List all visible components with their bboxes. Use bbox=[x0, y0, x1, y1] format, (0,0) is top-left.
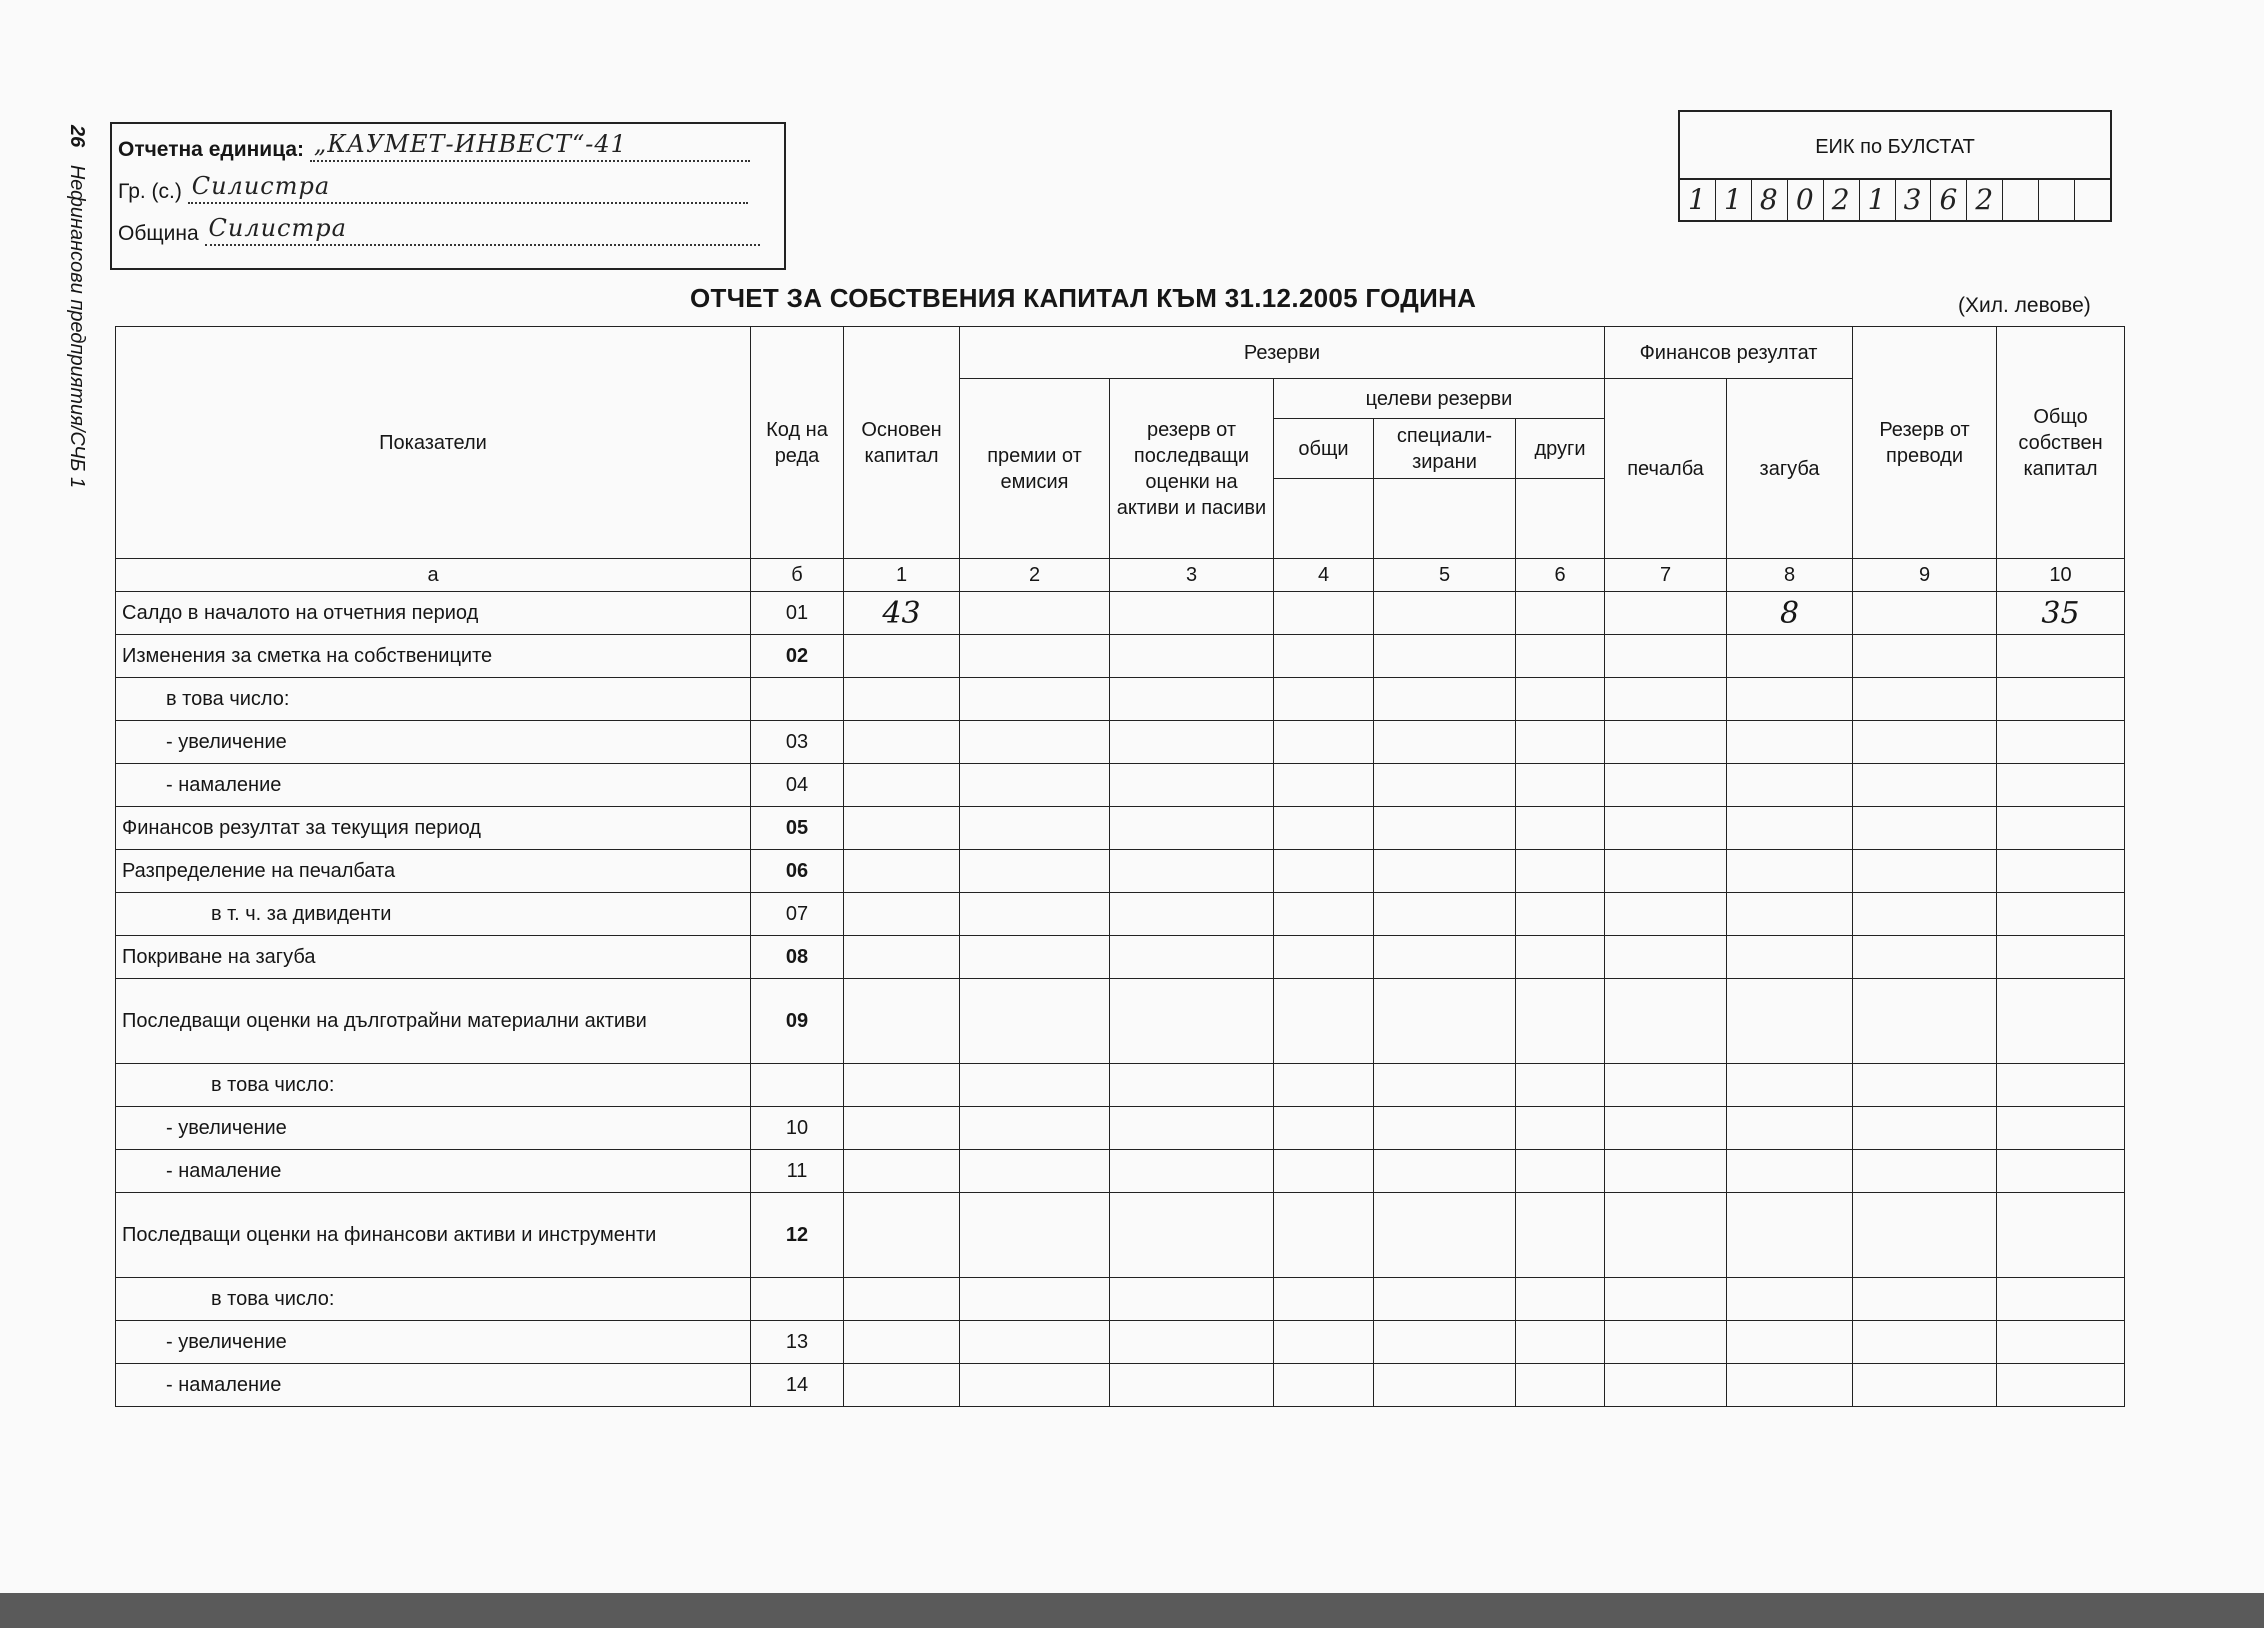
value-cell[interactable] bbox=[1110, 1321, 1274, 1364]
value-cell[interactable] bbox=[1516, 635, 1605, 678]
value-cell[interactable] bbox=[1374, 936, 1516, 979]
header-financial-result: Финансов резултат bbox=[1605, 327, 1853, 379]
value-cell[interactable] bbox=[960, 1193, 1110, 1278]
row-label: Изменения за сметка на собствениците bbox=[116, 635, 751, 678]
value-cell[interactable] bbox=[1274, 1193, 1374, 1278]
value-cell[interactable] bbox=[1727, 1150, 1853, 1193]
header-total-equity: Общо собствен капитал bbox=[1997, 327, 2125, 559]
value-cell[interactable] bbox=[844, 1321, 960, 1364]
header-row-code: Код на реда bbox=[751, 327, 844, 559]
value-cell[interactable] bbox=[1274, 893, 1374, 936]
header-general: общи bbox=[1274, 419, 1374, 479]
eik-digit-cell[interactable] bbox=[2039, 180, 2075, 220]
value-cell[interactable] bbox=[960, 721, 1110, 764]
header-target-reserves: целеви резерви bbox=[1274, 379, 1605, 419]
value-cell[interactable] bbox=[1605, 850, 1727, 893]
column-number: 3 bbox=[1110, 559, 1274, 592]
table-row bbox=[116, 721, 2125, 764]
value-cell[interactable] bbox=[960, 936, 1110, 979]
value-cell[interactable] bbox=[1274, 807, 1374, 850]
value-cell[interactable] bbox=[1997, 807, 2125, 850]
value-cell[interactable] bbox=[1997, 1107, 2125, 1150]
row-code: 13 bbox=[751, 1321, 844, 1364]
value-cell[interactable] bbox=[960, 764, 1110, 807]
city-row bbox=[118, 172, 748, 204]
value-cell[interactable] bbox=[1605, 807, 1727, 850]
table-row bbox=[116, 1064, 2125, 1107]
value-cell[interactable] bbox=[1853, 1064, 1997, 1107]
value-cell[interactable] bbox=[1853, 764, 1997, 807]
row-label: Салдо в началото на отчетния период bbox=[116, 592, 751, 635]
value-cell[interactable] bbox=[844, 1278, 960, 1321]
value-cell[interactable] bbox=[1516, 1193, 1605, 1278]
value-cell[interactable] bbox=[1727, 1064, 1853, 1107]
value-cell[interactable] bbox=[1727, 721, 1853, 764]
row-code: 02 bbox=[751, 635, 844, 678]
value-cell[interactable] bbox=[1516, 592, 1605, 635]
row-label: в т. ч. за дивиденти bbox=[116, 893, 751, 936]
value-cell[interactable] bbox=[1727, 678, 1853, 721]
value-cell[interactable] bbox=[1516, 1150, 1605, 1193]
row-label: - намаление bbox=[116, 1364, 751, 1407]
eik-digit-cell[interactable]: 2 bbox=[1967, 180, 2003, 220]
value-cell[interactable] bbox=[1374, 764, 1516, 807]
value-cell[interactable] bbox=[1997, 1364, 2125, 1407]
value-cell[interactable] bbox=[1605, 592, 1727, 635]
eik-digit-cell[interactable]: 1 bbox=[1860, 180, 1896, 220]
value-cell[interactable] bbox=[1110, 936, 1274, 979]
value-cell[interactable] bbox=[1374, 1107, 1516, 1150]
value-cell[interactable] bbox=[1516, 1278, 1605, 1321]
row-label: Финансов резултат за текущия период bbox=[116, 807, 751, 850]
value-cell[interactable] bbox=[1853, 592, 1997, 635]
value-cell[interactable] bbox=[1997, 678, 2125, 721]
value-cell[interactable] bbox=[1274, 721, 1374, 764]
value-cell[interactable]: 35 bbox=[1997, 592, 2125, 635]
value-cell[interactable] bbox=[1110, 1150, 1274, 1193]
municipality-value: Силистра bbox=[208, 214, 347, 242]
eik-box bbox=[1678, 110, 2112, 222]
value-cell[interactable] bbox=[1274, 1278, 1374, 1321]
value-cell[interactable] bbox=[844, 936, 960, 979]
value-cell[interactable] bbox=[844, 1193, 960, 1278]
value-cell[interactable] bbox=[1274, 1321, 1374, 1364]
value-cell[interactable] bbox=[1274, 764, 1374, 807]
row-code: 10 bbox=[751, 1107, 844, 1150]
row-label: в това число: bbox=[116, 678, 751, 721]
value-cell[interactable] bbox=[844, 1107, 960, 1150]
value-cell[interactable] bbox=[1605, 1278, 1727, 1321]
value-cell[interactable] bbox=[1516, 1064, 1605, 1107]
value-cell[interactable] bbox=[1997, 1193, 2125, 1278]
value-cell[interactable] bbox=[844, 635, 960, 678]
header-reserves: Резерви bbox=[960, 327, 1605, 379]
value-cell[interactable] bbox=[1110, 592, 1274, 635]
value-cell[interactable] bbox=[1605, 1107, 1727, 1150]
table-row bbox=[116, 1107, 2125, 1150]
value-cell[interactable] bbox=[1853, 1150, 1997, 1193]
column-number: 5 bbox=[1374, 559, 1516, 592]
value-cell[interactable] bbox=[1274, 1107, 1374, 1150]
value-cell[interactable] bbox=[1516, 893, 1605, 936]
value-cell[interactable] bbox=[1853, 721, 1997, 764]
column-number-row bbox=[116, 559, 2125, 592]
city-value: Силистра bbox=[191, 172, 331, 200]
value-cell[interactable] bbox=[844, 850, 960, 893]
value-cell[interactable] bbox=[1727, 764, 1853, 807]
value-cell[interactable] bbox=[1997, 1064, 2125, 1107]
value-cell[interactable] bbox=[1110, 764, 1274, 807]
column-number: 6 bbox=[1516, 559, 1605, 592]
column-number: б bbox=[751, 559, 844, 592]
value-cell[interactable] bbox=[844, 764, 960, 807]
row-label: - увеличение bbox=[116, 1321, 751, 1364]
value-cell[interactable] bbox=[1516, 764, 1605, 807]
value-cell[interactable] bbox=[1853, 979, 1997, 1064]
row-label: Разпределение на печалбата bbox=[116, 850, 751, 893]
page-number: 26 bbox=[66, 125, 88, 148]
column-number: 8 bbox=[1727, 559, 1853, 592]
municipality-label: Община bbox=[118, 222, 199, 245]
unit-label: Отчетна единица: bbox=[118, 138, 305, 161]
value-cell[interactable] bbox=[1853, 893, 1997, 936]
row-code: 11 bbox=[751, 1150, 844, 1193]
unit-value: „КАУМЕТ-ИНВЕСТ“-41 bbox=[313, 130, 627, 158]
value-cell[interactable] bbox=[1605, 764, 1727, 807]
value-cell[interactable] bbox=[1274, 936, 1374, 979]
value-cell[interactable] bbox=[1374, 1278, 1516, 1321]
unit-field[interactable] bbox=[310, 130, 750, 162]
value-cell[interactable] bbox=[1274, 678, 1374, 721]
table-row bbox=[116, 592, 2125, 635]
value-cell[interactable] bbox=[1374, 1150, 1516, 1193]
table-row bbox=[116, 807, 2125, 850]
value-cell[interactable] bbox=[1727, 1278, 1853, 1321]
value-cell[interactable] bbox=[1110, 850, 1274, 893]
value-cell[interactable] bbox=[1853, 1107, 1997, 1150]
value-cell[interactable] bbox=[960, 635, 1110, 678]
value-cell[interactable] bbox=[1853, 1278, 1997, 1321]
municipality-field[interactable] bbox=[205, 214, 760, 246]
eik-digit-cell[interactable]: 0 bbox=[1788, 180, 1824, 220]
value-cell[interactable] bbox=[1997, 1278, 2125, 1321]
value-cell[interactable] bbox=[1274, 850, 1374, 893]
row-code: 01 bbox=[751, 592, 844, 635]
column-number: 9 bbox=[1853, 559, 1997, 592]
row-code: 12 bbox=[751, 1193, 844, 1278]
value-cell[interactable] bbox=[844, 893, 960, 936]
unit-row bbox=[118, 130, 750, 162]
value-cell[interactable] bbox=[1605, 721, 1727, 764]
value-cell[interactable] bbox=[1274, 1064, 1374, 1107]
value-cell[interactable] bbox=[960, 1107, 1110, 1150]
value-cell[interactable] bbox=[1853, 807, 1997, 850]
value-cell[interactable] bbox=[1516, 1107, 1605, 1150]
value-cell[interactable] bbox=[844, 1364, 960, 1407]
eik-digit-cell[interactable]: 6 bbox=[1931, 180, 1967, 220]
value-cell[interactable] bbox=[960, 807, 1110, 850]
column-number: 1 bbox=[844, 559, 960, 592]
value-cell[interactable] bbox=[960, 1064, 1110, 1107]
row-code: 06 bbox=[751, 850, 844, 893]
value-cell[interactable] bbox=[1727, 807, 1853, 850]
value-cell[interactable] bbox=[1727, 1107, 1853, 1150]
value-cell[interactable] bbox=[1727, 635, 1853, 678]
row-code: 08 bbox=[751, 936, 844, 979]
header-premiums: премии от емисия bbox=[960, 379, 1110, 559]
row-code: 04 bbox=[751, 764, 844, 807]
value-cell[interactable] bbox=[1110, 1364, 1274, 1407]
value-cell[interactable]: 43 bbox=[844, 592, 960, 635]
table-row bbox=[116, 764, 2125, 807]
row-label: в това число: bbox=[116, 1064, 751, 1107]
row-label: - увеличение bbox=[116, 721, 751, 764]
value-cell[interactable] bbox=[844, 678, 960, 721]
value-cell[interactable] bbox=[960, 592, 1110, 635]
row-code: 05 bbox=[751, 807, 844, 850]
value-cell[interactable] bbox=[1516, 1364, 1605, 1407]
municipality-row bbox=[118, 214, 760, 246]
header-profit: печалба bbox=[1605, 379, 1727, 559]
value-cell[interactable] bbox=[1605, 635, 1727, 678]
value-cell[interactable] bbox=[1374, 1364, 1516, 1407]
page-side-caption bbox=[65, 125, 88, 545]
value-cell[interactable] bbox=[1516, 807, 1605, 850]
value-cell[interactable] bbox=[1853, 635, 1997, 678]
column-number: а bbox=[116, 559, 751, 592]
value-cell[interactable] bbox=[1997, 979, 2125, 1064]
value-cell[interactable] bbox=[960, 1278, 1110, 1321]
value-cell[interactable] bbox=[1274, 979, 1374, 1064]
value-cell[interactable] bbox=[1374, 721, 1516, 764]
value-cell[interactable] bbox=[1997, 635, 2125, 678]
value-cell[interactable] bbox=[1727, 1193, 1853, 1278]
value-cell[interactable] bbox=[1374, 979, 1516, 1064]
value-cell[interactable] bbox=[1605, 979, 1727, 1064]
eik-digit-cell[interactable]: 1 bbox=[1680, 180, 1716, 220]
eik-digit-cell[interactable]: 1 bbox=[1716, 180, 1752, 220]
header-other: други bbox=[1516, 419, 1605, 479]
value-cell[interactable] bbox=[1605, 1364, 1727, 1407]
value-cell[interactable] bbox=[1374, 678, 1516, 721]
row-label: Последващи оценки на дълготрайни материални активи bbox=[116, 979, 751, 1064]
value-cell[interactable] bbox=[1605, 678, 1727, 721]
table-row bbox=[116, 893, 2125, 936]
table-row bbox=[116, 979, 2125, 1064]
header-conversion-reserve: Резерв от преводи bbox=[1853, 327, 1997, 559]
table-row bbox=[116, 1150, 2125, 1193]
value-cell[interactable] bbox=[844, 1150, 960, 1193]
row-label: Покриване на загуба bbox=[116, 936, 751, 979]
header-main-capital: Основен капитал bbox=[844, 327, 960, 559]
reporting-unit-box bbox=[110, 122, 786, 270]
value-cell[interactable] bbox=[1727, 1364, 1853, 1407]
header-indicators: Показатели bbox=[116, 327, 751, 559]
value-cell[interactable] bbox=[1727, 979, 1853, 1064]
value-cell[interactable] bbox=[1605, 893, 1727, 936]
value-cell[interactable] bbox=[1605, 936, 1727, 979]
value-cell[interactable] bbox=[1516, 979, 1605, 1064]
value-cell[interactable] bbox=[1853, 1321, 1997, 1364]
value-cell[interactable] bbox=[1274, 592, 1374, 635]
value-cell[interactable] bbox=[1727, 893, 1853, 936]
scan-bottom-band bbox=[0, 1593, 2264, 1628]
units-note: (Хил. левове) bbox=[1958, 294, 2091, 317]
value-cell[interactable] bbox=[844, 807, 960, 850]
value-cell[interactable] bbox=[1727, 850, 1853, 893]
eik-digit-cell[interactable]: 8 bbox=[1752, 180, 1788, 220]
value-cell[interactable] bbox=[960, 678, 1110, 721]
city-label: Гр. (с.) bbox=[118, 180, 182, 203]
value-cell[interactable] bbox=[1374, 1064, 1516, 1107]
value-cell[interactable] bbox=[1110, 893, 1274, 936]
row-code bbox=[751, 1278, 844, 1321]
row-label: - намаление bbox=[116, 1150, 751, 1193]
value-cell[interactable] bbox=[1516, 850, 1605, 893]
value-cell[interactable] bbox=[1374, 893, 1516, 936]
value-cell[interactable] bbox=[1110, 635, 1274, 678]
report-title: ОТЧЕТ ЗА СОБСТВЕНИЯ КАПИТАЛ КЪМ 31.12.2005 ГОДИНА bbox=[690, 283, 1477, 313]
value-cell[interactable] bbox=[1997, 1150, 2125, 1193]
value-cell[interactable] bbox=[1605, 1150, 1727, 1193]
equity-report-table bbox=[115, 326, 2125, 1407]
value-cell[interactable] bbox=[1853, 1364, 1997, 1407]
value-cell[interactable] bbox=[1110, 721, 1274, 764]
value-cell[interactable] bbox=[1274, 635, 1374, 678]
table-row bbox=[116, 1321, 2125, 1364]
value-cell[interactable] bbox=[1853, 1193, 1997, 1278]
eik-digit-cells bbox=[1680, 178, 2110, 220]
value-cell[interactable] bbox=[1516, 678, 1605, 721]
value-cell[interactable] bbox=[1997, 936, 2125, 979]
row-label: Последващи оценки на финансови активи и инструменти bbox=[116, 1193, 751, 1278]
table-row bbox=[116, 678, 2125, 721]
row-code bbox=[751, 1064, 844, 1107]
table-row bbox=[116, 936, 2125, 979]
value-cell[interactable] bbox=[1110, 807, 1274, 850]
column-number: 2 bbox=[960, 559, 1110, 592]
value-cell[interactable] bbox=[1110, 678, 1274, 721]
value-cell[interactable] bbox=[1997, 1321, 2125, 1364]
value-cell[interactable] bbox=[1274, 1150, 1374, 1193]
value-cell[interactable] bbox=[1374, 1321, 1516, 1364]
row-code: 09 bbox=[751, 979, 844, 1064]
value-cell[interactable] bbox=[1605, 1064, 1727, 1107]
value-cell[interactable] bbox=[1727, 1321, 1853, 1364]
table-row bbox=[116, 850, 2125, 893]
eik-digit-cell[interactable]: 3 bbox=[1896, 180, 1932, 220]
value-cell[interactable] bbox=[1605, 1193, 1727, 1278]
table-row bbox=[116, 1278, 2125, 1321]
column-number: 10 bbox=[1997, 559, 2125, 592]
value-cell[interactable] bbox=[1374, 850, 1516, 893]
row-label: в това число: bbox=[116, 1278, 751, 1321]
value-cell[interactable] bbox=[1110, 1193, 1274, 1278]
value-cell[interactable] bbox=[960, 893, 1110, 936]
value-cell[interactable] bbox=[1516, 936, 1605, 979]
city-field[interactable] bbox=[188, 172, 748, 204]
row-code bbox=[751, 678, 844, 721]
row-code: 14 bbox=[751, 1364, 844, 1407]
row-code: 03 bbox=[751, 721, 844, 764]
value-cell[interactable] bbox=[960, 979, 1110, 1064]
value-cell[interactable] bbox=[960, 1150, 1110, 1193]
value-cell[interactable] bbox=[1997, 764, 2125, 807]
eik-label: ЕИК по БУЛСТАТ bbox=[1815, 136, 1975, 158]
value-cell[interactable] bbox=[1516, 721, 1605, 764]
value-cell[interactable] bbox=[1274, 1364, 1374, 1407]
value-cell[interactable] bbox=[960, 1321, 1110, 1364]
value-cell[interactable] bbox=[844, 979, 960, 1064]
header-specialized: специали- зирани bbox=[1374, 419, 1516, 479]
table-row bbox=[116, 1193, 2125, 1278]
value-cell[interactable] bbox=[1997, 850, 2125, 893]
value-cell[interactable] bbox=[1727, 936, 1853, 979]
row-label: - увеличение bbox=[116, 1107, 751, 1150]
value-cell[interactable] bbox=[844, 721, 960, 764]
value-cell[interactable] bbox=[1853, 936, 1997, 979]
value-cell[interactable] bbox=[1374, 1193, 1516, 1278]
value-cell[interactable] bbox=[1374, 807, 1516, 850]
value-cell[interactable] bbox=[1853, 850, 1997, 893]
header-revaluation-reserve: резерв от последващи оценки на активи и пасиви bbox=[1110, 379, 1274, 559]
value-cell[interactable] bbox=[1997, 893, 2125, 936]
value-cell[interactable] bbox=[1374, 592, 1516, 635]
table-row bbox=[116, 1364, 2125, 1407]
value-cell[interactable] bbox=[960, 1364, 1110, 1407]
value-cell[interactable] bbox=[844, 1064, 960, 1107]
value-cell[interactable] bbox=[1110, 1107, 1274, 1150]
value-cell[interactable] bbox=[1110, 1278, 1274, 1321]
value-cell[interactable] bbox=[1997, 721, 2125, 764]
row-code: 07 bbox=[751, 893, 844, 936]
column-number: 4 bbox=[1274, 559, 1374, 592]
value-cell[interactable]: 8 bbox=[1727, 592, 1853, 635]
value-cell[interactable] bbox=[1110, 1064, 1274, 1107]
column-number: 7 bbox=[1605, 559, 1727, 592]
eik-digit-cell[interactable]: 2 bbox=[1824, 180, 1860, 220]
value-cell[interactable] bbox=[1516, 1321, 1605, 1364]
table-row bbox=[116, 635, 2125, 678]
row-label: - намаление bbox=[116, 764, 751, 807]
value-cell[interactable] bbox=[1110, 979, 1274, 1064]
eik-digit-cell[interactable] bbox=[2075, 180, 2110, 220]
value-cell[interactable] bbox=[960, 850, 1110, 893]
value-cell[interactable] bbox=[1605, 1321, 1727, 1364]
value-cell[interactable] bbox=[1853, 678, 1997, 721]
header-loss: загуба bbox=[1727, 379, 1853, 559]
eik-digit-cell[interactable] bbox=[2003, 180, 2039, 220]
value-cell[interactable] bbox=[1374, 635, 1516, 678]
section-name: Нефинансови предприятия/СЧБ 1 bbox=[66, 164, 88, 489]
